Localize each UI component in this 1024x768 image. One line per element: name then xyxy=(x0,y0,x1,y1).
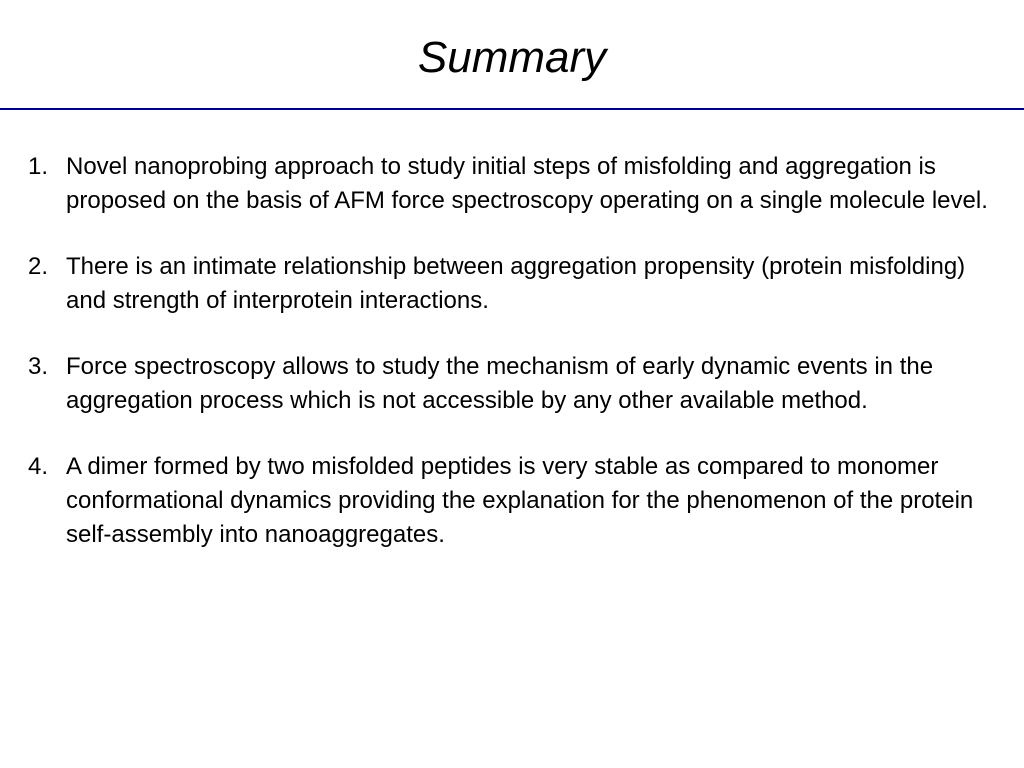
item-text: A dimer formed by two misfolded peptides is very stable as compared to monomer conformational dynamics providing the explanation for the phenomenon of the protein self-assembly into nanoaggregates. xyxy=(66,453,974,548)
summary-item-4 xyxy=(28,450,998,552)
item-number: 3. xyxy=(28,353,49,380)
item-number: 4. xyxy=(28,453,49,480)
summary-item-1 xyxy=(28,150,998,218)
summary-item-2 xyxy=(28,250,998,318)
title-divider xyxy=(0,108,1024,110)
summary-list xyxy=(28,150,998,584)
item-number: 2. xyxy=(28,253,49,280)
item-text: Novel nanoprobing approach to study initial steps of misfolding and aggregation is proposed on the basis of AFM force spectroscopy operating on a single molecule level. xyxy=(66,153,988,214)
slide-title: Summary xyxy=(417,33,607,82)
summary-item-3 xyxy=(28,350,998,418)
item-text: There is an intimate relationship between aggregation propensity (protein misfolding) and strength of interprotein interactions. xyxy=(66,253,966,314)
item-text: Force spectroscopy allows to study the mechanism of early dynamic events in the aggregation process which is not accessible by any other available method. xyxy=(66,353,934,414)
item-number: 1. xyxy=(28,153,49,180)
